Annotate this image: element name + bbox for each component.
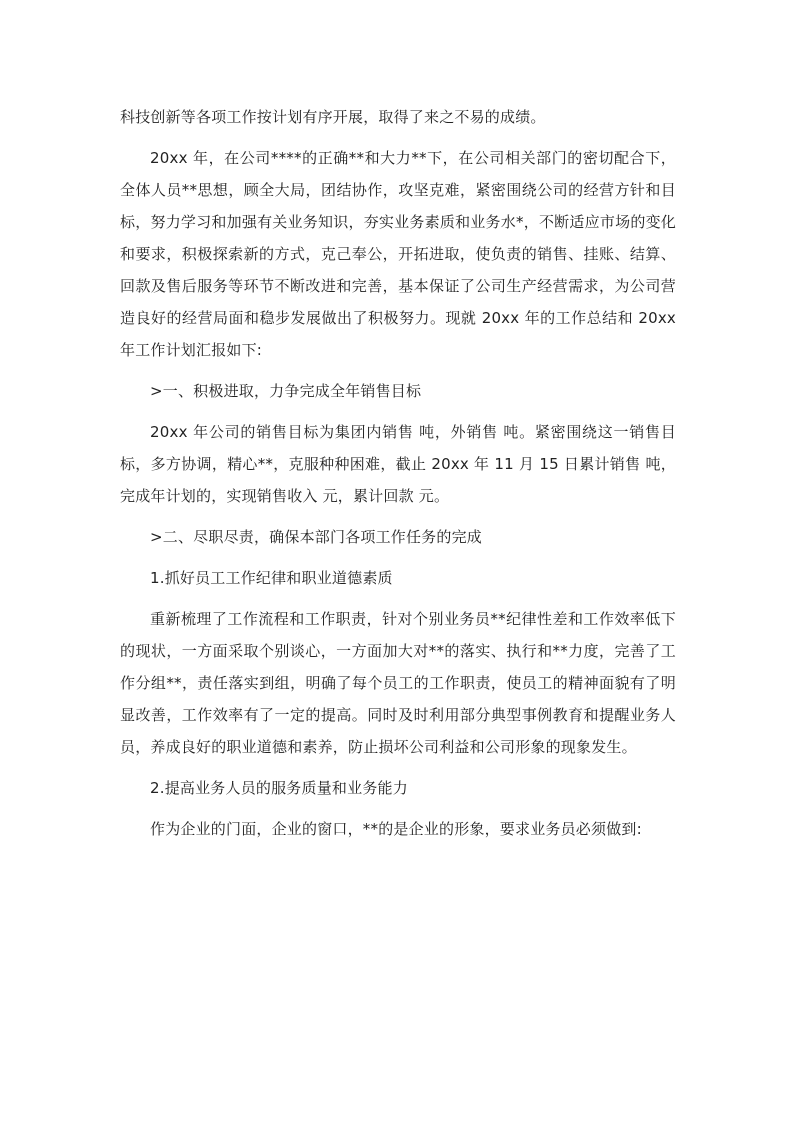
paragraph-intro-continuation: 科技创新等各项工作按计划有序开展，取得了来之不易的成绩。 [120,108,546,126]
section-heading-duties: >二、尽职尽责，确保本部门各项工作任务的完成 [150,528,482,546]
paragraph-overview: 20xx 年，在公司****的正确**和大力**下，在公司相关部门的密切配合下，全体人员**思想，顾全大局，团结协作，攻坚克难，紧密围绕公司的经营方针和目标，努力学习和加强有关业务知识，夯实业务素质和业务水*，不断适应市场的变化和要求，积极探索新的方式，克己奉公，开拓进取，使负责的销售、挂账、结算、回款及售后服务等环节不断改进和完善，基本保证了公司生产经营需求，为公司营造良好的经营局面和稳步发展做出了积极努力。现就 20xx 年的工作总结和 20xx 年工作计划汇报如下: [120,149,676,359]
section-heading-sales-target: >一、积极进取，力争完成全年销售目标 [150,382,422,400]
paragraph-service-quality: 作为企业的门面，企业的窗口，**的是企业的形象，要求业务员必须做到: [150,820,642,838]
subheading-service-quality: 2.提高业务人员的服务质量和业务能力 [150,779,408,797]
paragraph-discipline: 重新梳理了工作流程和工作职责，针对个别业务员**纪律性差和工作效率低下的现状，一方面采取个别谈心，一方面加大对**的落实、执行和**力度，完善了工作分组**，责任落实到组，明确了每个员工的工作职责，使员工的精神面貌有了明显改善，工作效率有了一定的提高。同时及时利用部分典型事例教育和提醒业务人员，养成良好的职业道德和素养，防止损坏公司利益和公司形象的现象发生。 [120,610,676,756]
paragraph-sales-target: 20xx 年公司的销售目标为集团内销售 吨，外销售 吨。紧密围绕这一销售目标，多方协调，精心**，克服种种困难，截止 20xx 年 11 月 15 日累计销售 吨，完成年计划的，实现销售收入 元，累计回款 元。 [120,423,676,505]
subheading-discipline: 1.抓好员工工作纪律和职业道德素质 [150,569,393,587]
document-body [120,101,676,854]
